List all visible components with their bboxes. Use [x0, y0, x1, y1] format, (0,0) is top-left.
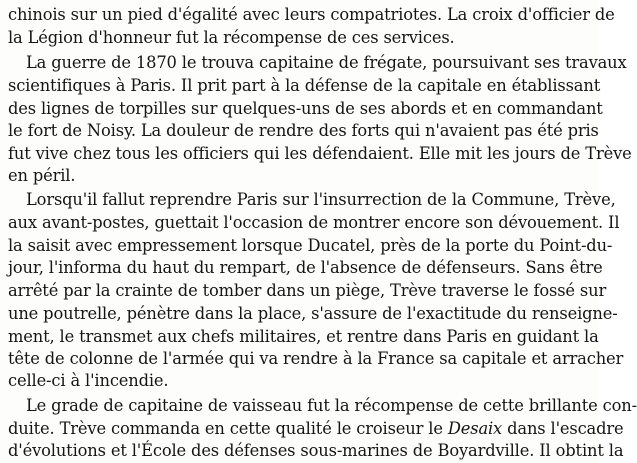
text-line: Lorsqu'il fallut reprendre Paris sur l'insurrection de la Commune, Trève, — [26, 190, 616, 209]
text-line: une poutrelle, pénètre dans la place, s'assure de l'exactitude du renseigne- — [8, 304, 618, 323]
text-line: chinois sur un pied d'égalité avec leurs compatriotes. La croix d'officier de — [8, 5, 615, 24]
text-line: celle-ci à l'incendie. — [8, 371, 169, 390]
text-line: scientifiques à Paris. Il prit part à la défense de la capitale en établissant — [8, 76, 601, 95]
text-segment: dans l'escadre — [507, 419, 624, 438]
text-line: aux avant-postes, guettait l'occasion de montrer encore son dévouement. Il — [8, 213, 620, 232]
text-line — [8, 418, 624, 440]
text-line: en péril. — [8, 166, 76, 185]
text-line: la saisit avec empressement lorsque Ducatel, près de la porte du Point-du- — [8, 236, 613, 255]
text-line: d'évolutions et l'École des défenses sous-marines de Boyardville. Il obtint la — [8, 441, 624, 460]
text-line: tête de colonne de l'armée qui va rendre à la France sa capitale et arracher — [8, 349, 624, 368]
text-line: La guerre de 1870 le trouva capitaine de frégate, poursuivant ses travaux — [26, 53, 627, 72]
text-line: fut vive chez tous les officiers qui les défendaient. Elle mit les jours de Trève — [8, 144, 632, 163]
text-line: le fort de Noisy. La douleur de rendre des forts qui n'avaient pas été pris — [8, 121, 599, 140]
text-line: jour, l'informa du haut du rempart, de l'absence de défenseurs. Sans être — [8, 258, 603, 277]
text-line: des lignes de torpilles sur quelques-uns de ses abords et en commandant — [8, 99, 603, 118]
text-line: Le grade de capitaine de vaisseau fut la récompense de cette brillante con- — [26, 396, 637, 415]
text-line: la Légion d'honneur fut la récompense de ces services. — [8, 28, 455, 47]
ship-name: Desaix — [447, 419, 503, 438]
text-line: ment, le transmet aux chefs militaires, et rentre dans Paris en guidant la — [8, 327, 599, 346]
text-line: arrêté par la crainte de tomber dans un piège, Trève traverse le fossé sur — [8, 281, 607, 300]
text-segment: duite. Trève commanda en cette qualité le croiseur le — [8, 419, 443, 438]
